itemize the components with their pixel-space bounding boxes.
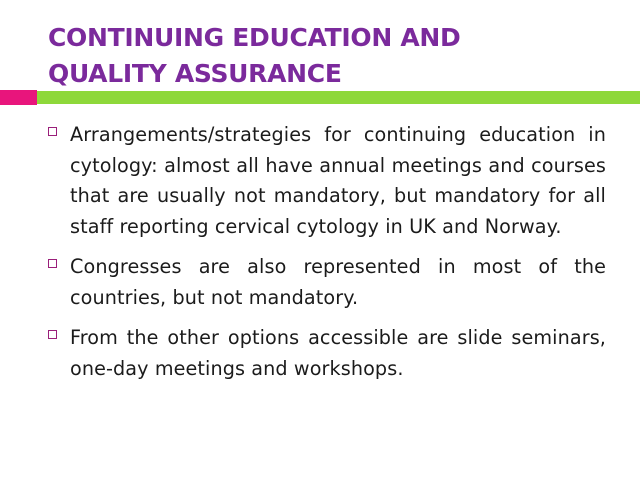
bullet-item-2 (48, 252, 606, 313)
bullet-list (48, 120, 606, 394)
bullet-text-3: From the other options accessible are slide seminars, one-day meetings and workshops. (70, 326, 606, 380)
slide-title-line-2: QUALITY ASSURANCE (48, 59, 342, 88)
bullet-text-2: Congresses are also represented in most of the countries, but not mandatory. (70, 255, 606, 309)
pink-accent-bar (0, 90, 37, 105)
slide-title-line-1: CONTINUING EDUCATION AND (48, 23, 461, 52)
bullet-item-3 (48, 323, 606, 384)
green-divider-rule (37, 91, 640, 104)
square-bullet-icon (48, 259, 57, 268)
bullet-text-1: Arrangements/strategies for continuing education in cytology: almost all have annual meetings and courses that are usually not mandatory, but mandatory for all staff reporting cervical cytology in UK and Norway. (70, 123, 606, 238)
square-bullet-icon (48, 330, 57, 339)
square-bullet-icon (48, 127, 57, 136)
bullet-item-1 (48, 120, 606, 242)
slide-title (48, 20, 608, 92)
